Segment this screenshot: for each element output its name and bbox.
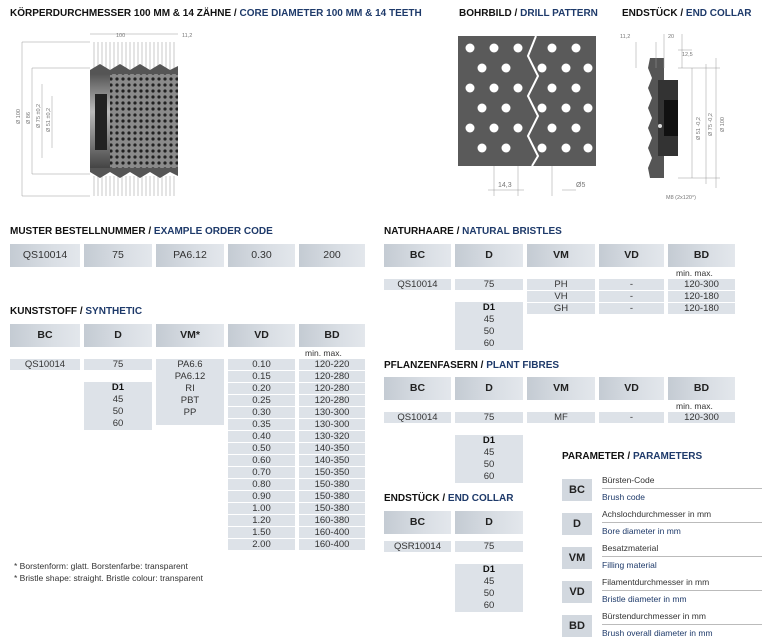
param-bd-de: Bürstendurchmesser in mm xyxy=(602,611,706,621)
svg-text:Ø 51 ±0,2: Ø 51 ±0,2 xyxy=(46,107,52,132)
synthetic-d-value: 75 xyxy=(84,359,152,370)
example-vd: 0.30 xyxy=(228,244,295,267)
synthetic-bc-value: QS10014 xyxy=(10,359,80,370)
natural-col-bc: BC xyxy=(384,244,451,267)
plant-col-vd: VD xyxy=(599,377,664,400)
natural-bd-list: 120-300 120-180 120-180 xyxy=(668,279,735,315)
param-bc-box: BC xyxy=(562,479,592,501)
param-bd-en: Brush overall diameter in mm xyxy=(602,628,713,638)
natural-minmax: min. max. xyxy=(676,268,713,278)
svg-text:12,5: 12,5 xyxy=(682,52,693,58)
param-d-de: Achslochdurchmesser in mm xyxy=(602,509,712,519)
natural-col-d: D xyxy=(455,244,523,267)
note-en: * Bristle shape: straight. Bristle colour: transparent xyxy=(14,573,203,583)
param-d-en: Bore diameter in mm xyxy=(602,526,681,536)
synthetic-vm-list: PA6.6 PA6.12 RI PBT PP xyxy=(156,359,224,425)
svg-text:Ø 100: Ø 100 xyxy=(720,117,726,132)
plant-col-vm: VM xyxy=(527,377,595,400)
param-bd-divider xyxy=(602,624,762,625)
endcollar-bc-value: QSR10014 xyxy=(384,541,451,552)
param-bd-box: BD xyxy=(562,615,592,637)
plant-vd-value: - xyxy=(599,412,664,423)
natural-col-vd: VD xyxy=(599,244,664,267)
plant-bc-value: QS10014 xyxy=(384,412,451,423)
synthetic-col-bc: BC xyxy=(10,324,80,347)
example-heading: MUSTER BESTELLNUMMER / EXAMPLE ORDER CODE xyxy=(10,226,273,237)
param-bc-de: Bürsten-Code xyxy=(602,475,655,485)
plant-col-bd: BD xyxy=(668,377,735,400)
synthetic-heading: KUNSTSTOFF / SYNTHETIC xyxy=(10,306,143,317)
plant-col-d: D xyxy=(455,377,523,400)
note-de: * Borstenform: glatt. Borstenfarbe: transparent xyxy=(14,561,188,571)
param-vm-box: VM xyxy=(562,547,592,569)
svg-text:Ø 75 ±0,2: Ø 75 ±0,2 xyxy=(36,103,42,128)
plant-heading: PFLANZENFASERN / PLANT FIBRES xyxy=(384,360,560,371)
natural-d-value: 75 xyxy=(455,279,523,290)
synthetic-d1-label: D1 xyxy=(111,382,125,393)
param-d-box: D xyxy=(562,513,592,535)
natural-d1-list: D1 45 50 60 xyxy=(455,302,523,350)
plant-vm-value: MF xyxy=(527,412,595,423)
parameters-heading: PARAMETER / PARAMETERS xyxy=(562,451,703,462)
endcollar-heading: ENDSTÜCK / END COLLAR xyxy=(384,493,514,504)
plant-d1-list: D1 45 50 60 xyxy=(455,435,523,483)
drill-pattern-drawing xyxy=(458,30,608,200)
core-length-label: 100 xyxy=(116,33,126,39)
synthetic-vd-list: 0.10 0.15 0.20 0.25 0.30 0.35 0.40 0.50 0.60 0.70 0.80 0.90 1.00 1.20 1.50 2.00 xyxy=(228,359,295,551)
svg-text:11,2: 11,2 xyxy=(182,33,193,39)
svg-text:Ø5: Ø5 xyxy=(576,182,586,189)
endcollar-col-d: D xyxy=(455,511,523,534)
param-vd-box: VD xyxy=(562,581,592,603)
synthetic-col-vm: VM* xyxy=(156,324,224,347)
synthetic-d1-list: D1 45 50 60 xyxy=(84,382,152,430)
natural-bc-value: QS10014 xyxy=(384,279,451,290)
endcollar-col-bc: BC xyxy=(384,511,451,534)
plant-d-value: 75 xyxy=(455,412,523,423)
param-d-divider xyxy=(602,522,762,523)
endcollar-d1-list: D1 45 50 60 xyxy=(455,564,523,612)
param-bc-en: Brush code xyxy=(602,492,645,502)
drill-pattern-heading: BOHRBILD / DRILL PATTERN xyxy=(459,8,598,19)
synthetic-col-bd: BD xyxy=(299,324,365,347)
param-vm-divider xyxy=(602,556,762,557)
example-vm: PA6.12 xyxy=(156,244,224,267)
param-vd-en: Bristle diameter in mm xyxy=(602,594,687,604)
svg-text:Ø 100: Ø 100 xyxy=(16,109,22,124)
svg-text:Ø 51 -0,2: Ø 51 -0,2 xyxy=(696,117,702,140)
svg-text:Ø 75 -0,2: Ø 75 -0,2 xyxy=(708,113,714,136)
synthetic-minmax: min. max. xyxy=(305,348,342,358)
natural-heading: NATURHAARE / NATURAL BRISTLES xyxy=(384,226,562,237)
svg-text:14,3: 14,3 xyxy=(498,182,512,189)
core-drawing xyxy=(6,28,206,200)
endcollar-d-value: 75 xyxy=(455,541,523,552)
param-vd-divider xyxy=(602,590,762,591)
synthetic-bd-list: 120-220 120-280 120-280 120-280 130-300 130-300 130-320 140-350 140-350 150-350 150-380 150-380 150-380 160-380 160-400 160-400 xyxy=(299,359,365,551)
plant-bd-value: 120-300 xyxy=(668,412,735,423)
natural-col-bd: BD xyxy=(668,244,735,267)
example-bc: QS10014 xyxy=(10,244,80,267)
end-collar-top-heading: ENDSTÜCK / END COLLAR xyxy=(622,8,752,19)
svg-text:11,2: 11,2 xyxy=(620,34,631,40)
svg-text:M8 (2x120°): M8 (2x120°) xyxy=(666,195,697,201)
svg-text:20: 20 xyxy=(668,34,675,40)
example-bd: 200 xyxy=(299,244,365,267)
natural-vd-list: - - - xyxy=(599,279,664,315)
param-vd-de: Filamentdurchmesser in mm xyxy=(602,577,710,587)
core-diameter-heading: KÖRPERDURCHMESSER 100 MM & 14 ZÄHNE / CORE DIAMETER 100 MM & 14 TEETH xyxy=(10,8,422,19)
synthetic-col-vd: VD xyxy=(228,324,295,347)
param-vm-de: Besatzmaterial xyxy=(602,543,659,553)
plant-col-bc: BC xyxy=(384,377,451,400)
plant-minmax: min. max. xyxy=(676,401,713,411)
natural-col-vm: VM xyxy=(527,244,595,267)
end-collar-drawing xyxy=(620,28,760,203)
param-vm-en: Filling material xyxy=(602,560,657,570)
synthetic-col-d: D xyxy=(84,324,152,347)
param-bc-divider xyxy=(602,488,762,489)
example-d: 75 xyxy=(84,244,152,267)
natural-vm-list: PH VH GH xyxy=(527,279,595,315)
svg-text:Ø 86: Ø 86 xyxy=(26,112,32,124)
